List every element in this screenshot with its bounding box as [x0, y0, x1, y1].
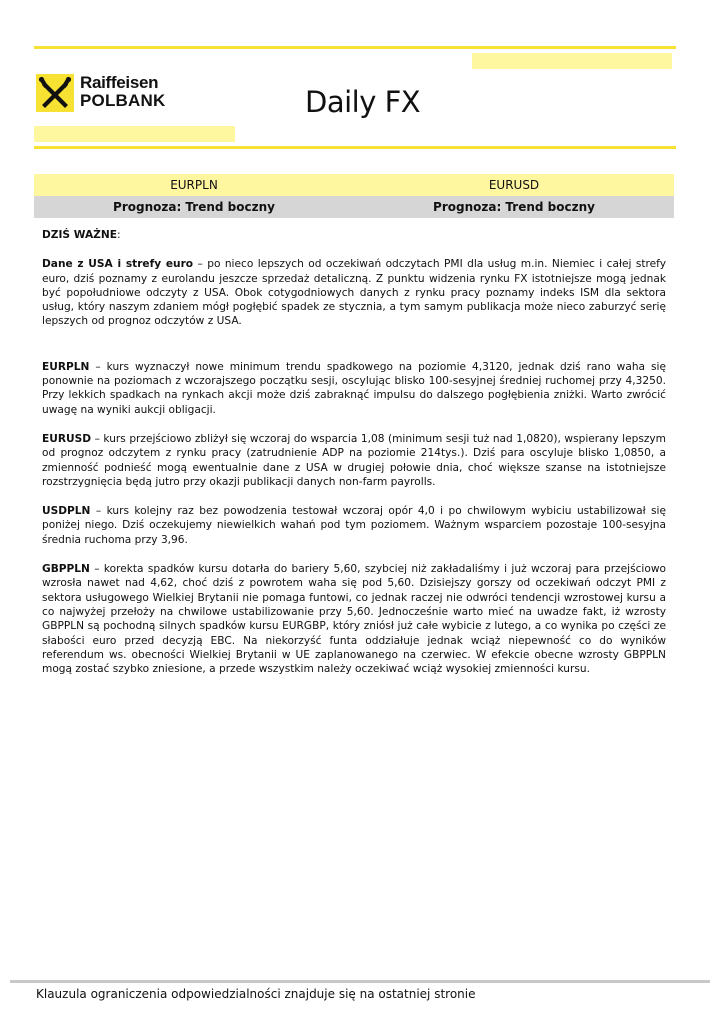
- header-bottom-line: [34, 146, 676, 149]
- section-lead: GBPPLN: [42, 563, 90, 576]
- footer-disclaimer: Klauzula ograniczenia odpowiedzialności znajduje się na ostatniej stronie: [36, 987, 476, 1001]
- fx-forecast-table: [34, 174, 674, 218]
- section-gbppln: [42, 562, 666, 676]
- section-usa-euro: [42, 257, 666, 328]
- header-top-line: [34, 46, 676, 49]
- table-row: [34, 196, 674, 218]
- section-lead: EURUSD: [42, 432, 92, 445]
- table-row: [34, 174, 674, 196]
- raiffeisen-logo: [36, 73, 166, 114]
- header-right-band: [472, 53, 672, 69]
- section-lead: EURPLN: [42, 360, 90, 373]
- raiffeisen-emblem-icon: [36, 74, 74, 112]
- pair-eurpln: EURPLN: [34, 174, 354, 196]
- section-usdpln: [42, 504, 666, 547]
- brand-name-line1: Raiffeisen: [80, 73, 159, 92]
- important-heading-line: [42, 228, 666, 242]
- pair-eurusd: EURUSD: [354, 174, 674, 196]
- forecast-eurusd: Prognoza: Trend boczny: [354, 196, 674, 218]
- section-text: – kurs kolejny raz bez powodzenia testował wczoraj opór 4,0 i po chwilowym wybiciu ustabilizował się poniżej niego. Dziś oczekujemy niewielkich wahań pod tym poziomem. Ważnym wsparciem pozostaje 100-sesyjna średnia ruchoma przy 3,96.: [42, 505, 666, 546]
- section-eurpln: [42, 360, 666, 417]
- footer-divider: [10, 980, 710, 983]
- section-text: – po nieco lepszych od oczekiwań odczytach PMI dla usług m.in. Niemiec i całej strefy euro, dziś poznamy z eurolandu jeszcze sprzedaż detaliczną. Z punktu widzenia rynku FX istotniejsze mogą jednak być popołudniowe odczyty z USA. Obok cotygodniowych danych z rynku pracy poznamy indeks ISM dla sektora usług, który naszym zdaniem mógł pogłębić spadek ze stycznia, a tym samym publikacja może nieco zaburzyć serię lepszych od prognoz odczytów z USA.: [42, 258, 666, 328]
- section-text: – kurs wyznaczył nowe minimum trendu spadkowego na poziomie 4,3120, jednak dziś rano waha się ponownie na poziomach z wczorajszego początku sesji, oscylując blisko 100-sesyjnej średniej ruchomej przy 4,3250. Przy lekkich spadkach na rynkach akcji może dziś zabraknąć impulsu do dalszego pogłębienia zniżki. Warto zwrócić uwagę na wyniki aukcji obligacji.: [42, 360, 666, 416]
- report-body: [42, 228, 666, 691]
- section-lead: Dane z USA i strefy euro: [42, 258, 194, 271]
- section-lead: USDPLN: [42, 505, 91, 518]
- important-heading: DZIŚ WAŻNE: [42, 229, 117, 241]
- page-title: Daily FX: [305, 85, 421, 119]
- section-eurusd: [42, 432, 666, 489]
- brand-name-line2: POLBANK: [80, 91, 166, 110]
- section-text: – korekta spadków kursu dotarła do bariery 5,60, szybciej niż zakładaliśmy i już wczoraj para przejściowo wzrosła nawet nad 4,62, choć dziś z powrotem waha się pod 5,60. Dzisiejszy gorszy od oczekiwań odczyt PMI z sektora usługowego Wielkiej Brytanii nie pomaga funtowi, co jednak raczej nie odwróci tendencji wzrostowej kursu a co najwyżej przełoży na chwilowe ustabilizowanie przy 5,60. Jednocześnie warto mieć na uwadze fakt, iż wzrosty GBPPLN są pochodną silnych spadków kursu EURGBP, który zniósł już całe wybicie z lutego, a co wynika po części ze słabości euro przed decyzją EBC. Na niekorzyść funta oddziałuje jednak wciąż niepewność co do wyników referendum ws. obecności Wielkiej Brytanii w UE zaplanowanego na czerwiec. W efekcie obecne wzrosty GBPPLN mogą zostać szybko zniesione, a przede wszystkim należy oczekiwać wciąż wysokiej zmienności kursu.: [42, 563, 666, 676]
- header-left-band: [34, 126, 235, 142]
- important-colon: :: [116, 229, 121, 241]
- section-text: – kurs przejściowo zbliżył się wczoraj do wsparcia 1,08 (minimum sesji tuż nad 1,0820), wspierany lepszym od prognoz odczytem z rynku pracy (zatrudnienie ADP na poziomie 214tys.). Dziś para oscyluje blisko 1,0850, a zmienność podnieść mogą ewentualnie dane z USA w drugiej połowie dnia, choć większe szanse na istotniejsze rozstrzygnięcia będą jutro przy okazji publikacji danych non-farm payrolls.: [42, 432, 666, 488]
- forecast-eurpln: Prognoza: Trend boczny: [34, 196, 354, 218]
